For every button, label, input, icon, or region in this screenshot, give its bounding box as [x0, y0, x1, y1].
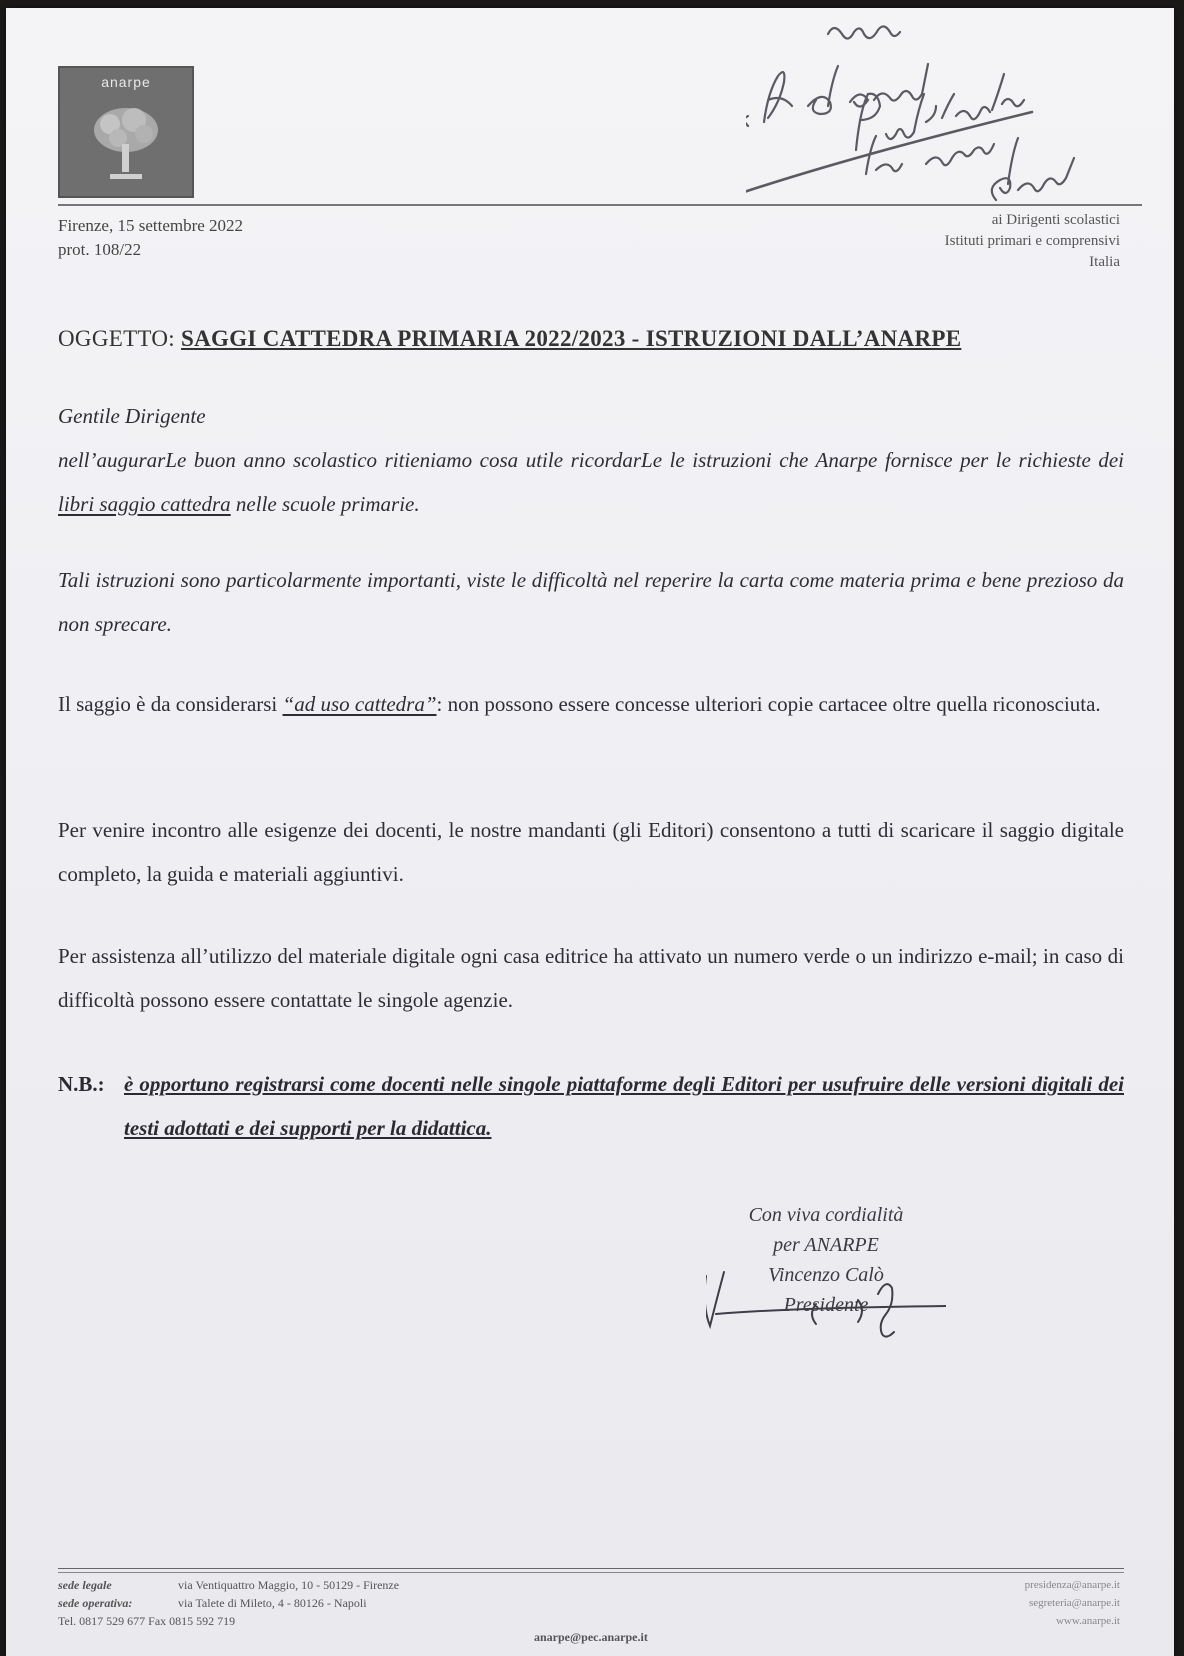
footer-divider-2 [58, 1572, 1124, 1573]
anarpe-logo [58, 66, 194, 198]
sede-operativa-label: sede operativa: [58, 1596, 133, 1610]
paragraph-1-end: nelle scuole primarie. [230, 492, 420, 516]
footer-contacts [1025, 1576, 1120, 1630]
footer-divider [58, 1568, 1124, 1569]
subject-line [58, 326, 961, 352]
sede-legale: via Ventiquattro Maggio, 10 - 50129 - Firenze [178, 1578, 400, 1592]
phone-fax: Tel. 0817 529 677 Fax 0815 592 719 [58, 1614, 236, 1628]
website: www.anarpe.it [1055, 1615, 1120, 1627]
sede-operativa: via Talete di Mileto, 4 - 80126 - Napoli [178, 1596, 367, 1610]
recipient-line-1: ai Dirigenti scolastici [991, 212, 1120, 228]
subject-title: SAGGI CATTEDRA PRIMARIA 2022/2023 - ISTRUZIONI DALL’ANARPE [181, 326, 962, 351]
closing-line: Con viva cordialità [748, 1204, 904, 1226]
recipient-line-3: Italia [1089, 254, 1120, 270]
nb-text-body: è opportuno registrarsi come docenti nelle singole piattaforme degli Editori per usufruire delle versioni digitali dei testi adottati e dei supporti per la didattica [124, 1072, 1124, 1140]
nb-text: è opportuno registrarsi come docenti nelle singole piattaforme degli Editori per usufruire delle versioni digitali dei testi adottati e dei supporti per la didattica. [124, 1072, 1124, 1140]
paragraph-3-text: Il saggio è da considerarsi [58, 692, 283, 716]
handwritten-note [746, 14, 1146, 214]
closing-org: per ANARPE [773, 1234, 879, 1256]
date-line: Firenze, 15 settembre 2022 [58, 216, 244, 235]
paragraph-1-text: nell’augurarLe buon anno scolastico ritieniamo cosa utile ricordarLe le istruzioni che Anarpe fornisce per le richieste dei [58, 448, 1124, 472]
header-divider [58, 204, 1142, 206]
saggio-cattedra-emphasis: libri saggio cattedra [58, 492, 231, 516]
email-segreteria: segreteria@anarpe.it [1028, 1597, 1120, 1609]
greeting: Gentile Dirigente [58, 404, 206, 428]
footer-address [58, 1576, 399, 1630]
paragraph-3-end: : non possono essere concesse ulteriori copie cartacee oltre quella riconosciuta. [436, 692, 1101, 716]
paragraph-5: Per assistenza all’utilizzo del materiale digitale ogni casa editrice ha attivato un numero verde o un indirizzo e-mail; in caso di difficoltà possono essere contattate le singole agenzie. [58, 944, 1124, 1012]
paragraph-2: Tali istruzioni sono particolarmente importanti, viste le difficoltà nel reperire la carta come materia prima e bene prezioso da non sprecare. [58, 568, 1124, 636]
paragraph-3 [58, 682, 1124, 726]
paragraph-4: Per venire incontro alle esigenze dei docenti, le nostre mandanti (gli Editori) consentono a tutti di scaricare il saggio digitale completo, la guida e materiali aggiuntivi. [58, 818, 1124, 886]
letter-page [6, 8, 1174, 1656]
signatory-title: Presidente [783, 1294, 869, 1316]
protocol-number: prot. 108/22 [58, 240, 142, 259]
sede-legale-label: sede legale [58, 1578, 112, 1592]
tree-icon [88, 100, 164, 186]
email-presidenza: presidenza@anarpe.it [1024, 1579, 1120, 1591]
subject-label: OGGETTO: [58, 326, 175, 351]
nb-label: N.B.: [58, 1072, 105, 1096]
recipient-line-2: Istituti primari e comprensivi [944, 233, 1120, 249]
logo-text: anarpe [101, 74, 151, 90]
signatory-name: Vincenzo Calò [768, 1264, 884, 1286]
ad-uso-cattedra-emphasis: “ad uso cattedra” [282, 692, 437, 716]
handwritten-signature [706, 1264, 946, 1354]
paragraph-1 [58, 438, 1124, 526]
date-block [58, 214, 243, 262]
recipient-block [945, 210, 1120, 273]
pec-email: anarpe@pec.anarpe.it [534, 1630, 648, 1644]
